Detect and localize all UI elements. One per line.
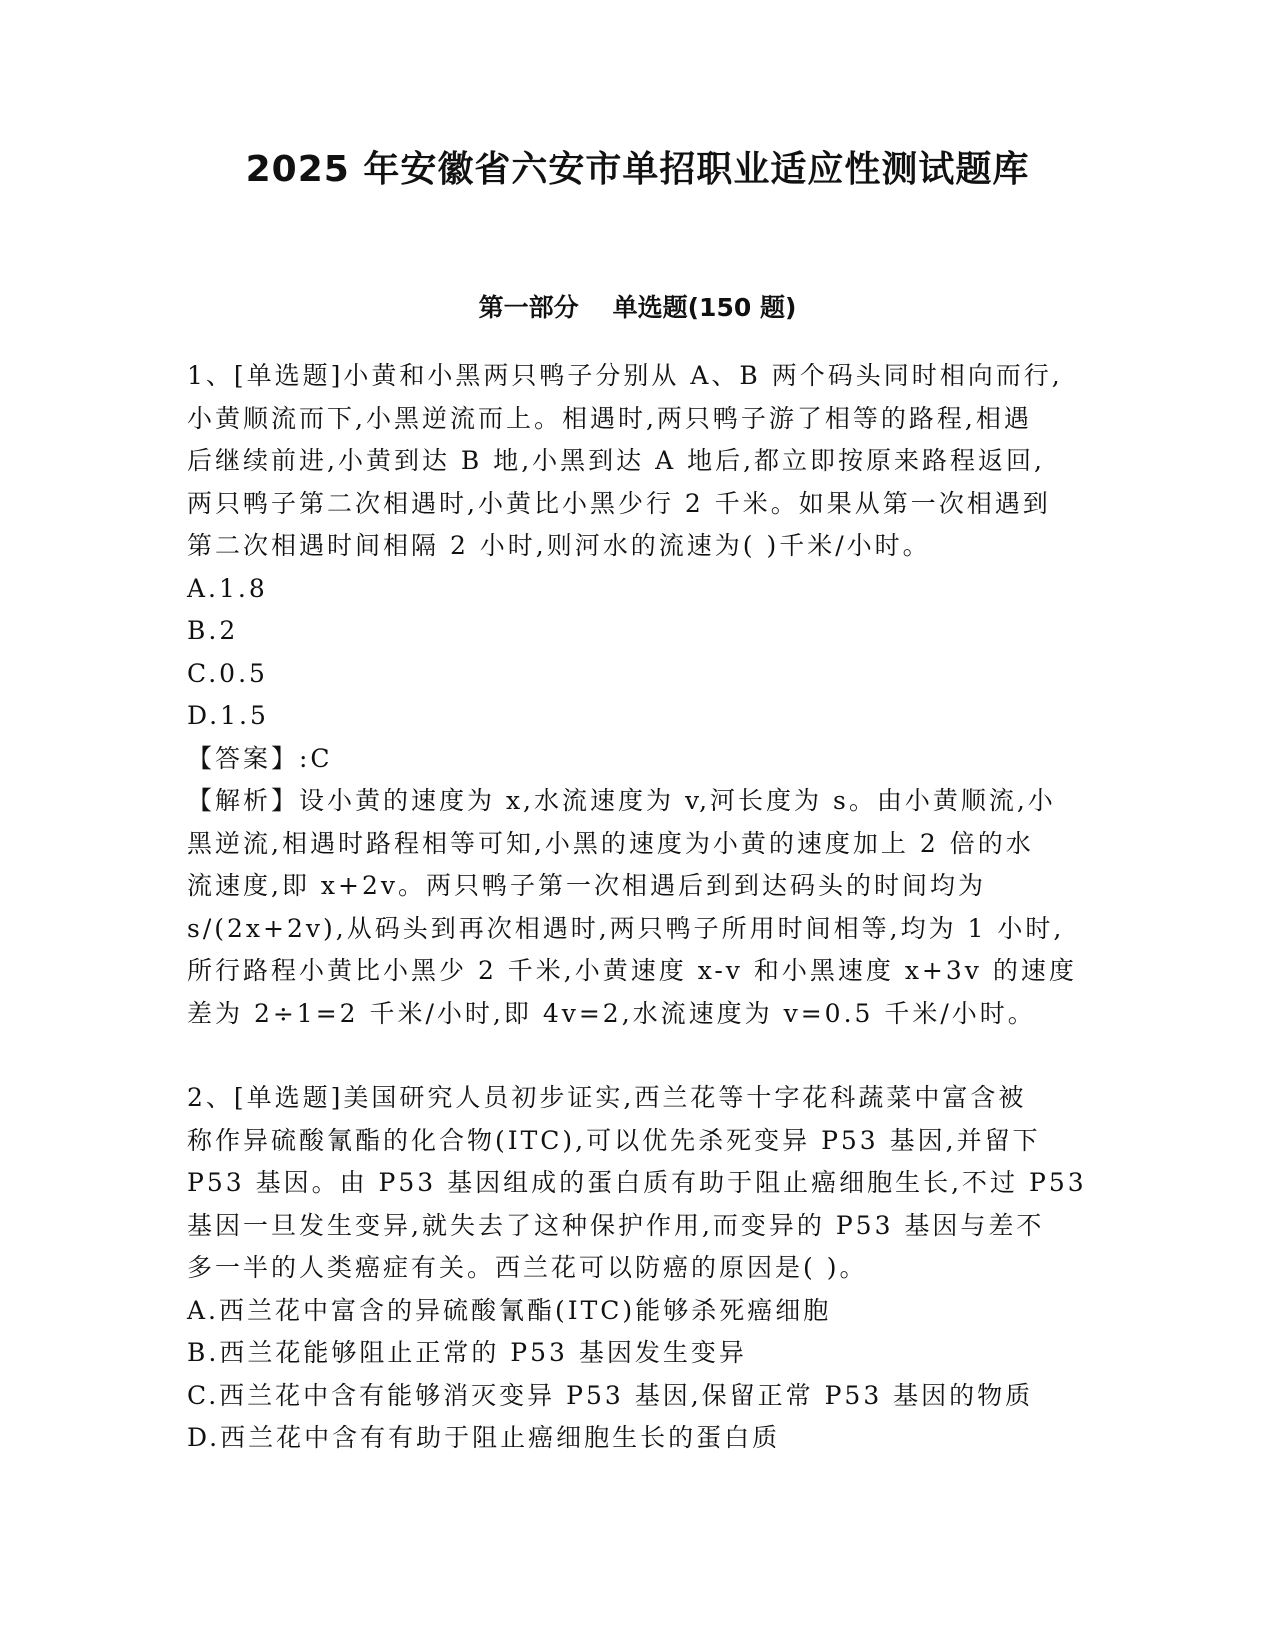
question-2 (187, 1077, 1092, 1460)
question-stem-line: 小黄顺流而下,小黑逆流而上。相遇时,两只鸭子游了相等的路程,相遇 (187, 403, 1032, 433)
section-part: 第一部分 (478, 293, 579, 322)
option-c: C.西兰花中含有能够消灭变异 P53 基因,保留正常 P53 基因的物质 (187, 1380, 1034, 1410)
option-b: B.西兰花能够阻止正常的 P53 基因发生变异 (187, 1338, 747, 1367)
answer-line: 【答案】:C (187, 743, 333, 773)
analysis-line: 【解析】设小黄的速度为 x,水流速度为 v,河长度为 s。由小黄顺流,小 (187, 786, 1056, 815)
question-stem-line: 1、[单选题]小黄和小黑两只鸭子分别从 A、B 两个码头同时相向而行, (187, 361, 1063, 390)
section-heading (0, 292, 1275, 324)
question-stem-line: 两只鸭子第二次相遇时,小黄比小黑少行 2 千米。如果从第一次相遇到 (187, 488, 1051, 518)
option-c: C.0.5 (187, 658, 268, 688)
analysis-line: 所行路程小黄比小黑少 2 千米,小黄速度 x-v 和小黑速度 x+3v 的速度 (187, 956, 1077, 985)
section-name: 单选题(150 题) (612, 293, 797, 322)
analysis-line: s/(2x+2v),从码头到再次相遇时,两只鸭子所用时间相等,均为 1 小时, (187, 913, 1065, 943)
option-b: B.2 (187, 616, 239, 645)
option-a: A.1.8 (187, 573, 268, 603)
option-d: D.西兰花中含有有助于阻止癌细胞生长的蛋白质 (187, 1423, 781, 1452)
option-a: A.西兰花中富含的异硫酸氰酯(ITC)能够杀死癌细胞 (187, 1295, 832, 1325)
question-stem-line: 后继续前进,小黄到达 B 地,小黑到达 A 地后,都立即按原来路程返回, (187, 446, 1046, 475)
option-d: D.1.5 (187, 701, 269, 730)
question-stem-line: 多一半的人类癌症有关。西兰花可以防癌的原因是( )。 (187, 1253, 868, 1282)
question-stem-line: 称作异硫酸氰酯的化合物(ITC),可以优先杀死变异 P53 基因,并留下 (187, 1125, 1041, 1155)
document-title: 2025 年安徽省六安市单招职业适应性测试题库 (245, 149, 1030, 190)
question-1 (187, 355, 1092, 1035)
analysis-line: 差为 2÷1=2 千米/小时,即 4v=2,水流速度为 v=0.5 千米/小时。 (187, 998, 1036, 1028)
question-stem-line: 基因一旦发生变异,就失去了这种保护作用,而变异的 P53 基因与差不 (187, 1210, 1045, 1240)
question-stem-line: 2、[单选题]美国研究人员初步证实,西兰花等十字花科蔬菜中富含被 (187, 1083, 1027, 1112)
analysis-line: 黑逆流,相遇时路程相等可知,小黑的速度为小黄的速度加上 2 倍的水 (187, 828, 1034, 858)
analysis-line: 流速度,即 x+2v。两只鸭子第一次相遇后到到达码头的时间均为 (187, 871, 986, 900)
question-stem-line: 第二次相遇时间相隔 2 小时,则河水的流速为( )千米/小时。 (187, 531, 931, 560)
question-stem-line: P53 基因。由 P53 基因组成的蛋白质有助于阻止癌细胞生长,不过 P53 (187, 1168, 1087, 1197)
